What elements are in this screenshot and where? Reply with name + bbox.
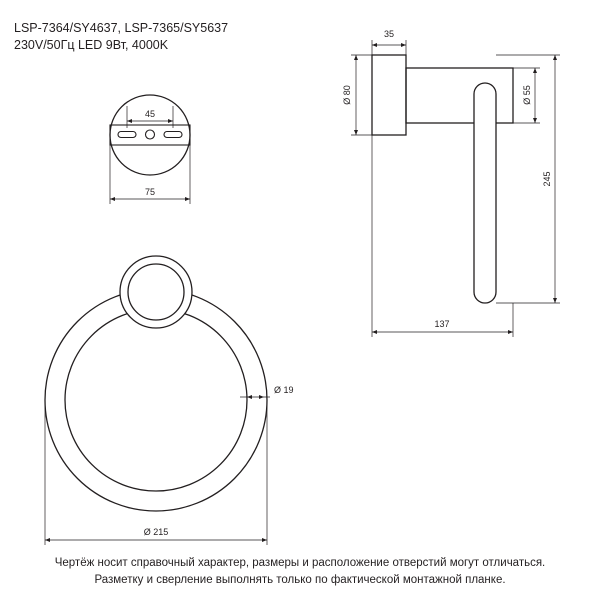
- dim-tube-diameter: Ø 19: [274, 385, 294, 395]
- specs-line: 230V/50Гц LED 9Вт, 4000K: [14, 38, 169, 52]
- dim-total-depth: 137: [434, 319, 450, 329]
- ring-front-view: [45, 256, 270, 545]
- dim-total-height: 245: [542, 171, 552, 187]
- ring-inner: [65, 309, 247, 491]
- side-bar: [474, 83, 496, 303]
- dim-flange-width: 35: [383, 29, 395, 39]
- side-view: [351, 40, 560, 337]
- ring-flange-inner: [128, 264, 184, 320]
- center-hole: [146, 130, 155, 139]
- dim-slot-spacing: 45: [144, 109, 156, 119]
- dim-plate-diameter: 75: [144, 187, 156, 197]
- mounting-bar: [110, 125, 190, 145]
- right-slot: [164, 132, 182, 138]
- disclaimer-line-1: Чертёж носит справочный характер, размеры и расположение отверстий могут отличаться.: [54, 557, 546, 569]
- models-line: LSP-7364/SY4637, LSP-7365/SY5637: [14, 21, 229, 35]
- left-slot: [118, 132, 136, 138]
- side-arm: [406, 68, 513, 123]
- side-flange: [372, 55, 406, 135]
- disclaimer-line-2: Разметку и сверление выполнять только по фактической монтажной планке.: [94, 574, 506, 586]
- dim-flange-diameter: Ø 80: [342, 85, 352, 105]
- dim-arm-diameter: Ø 55: [522, 85, 532, 105]
- mounting-plate-circle: [110, 95, 190, 175]
- dim-ring-diameter: Ø 215: [143, 527, 169, 537]
